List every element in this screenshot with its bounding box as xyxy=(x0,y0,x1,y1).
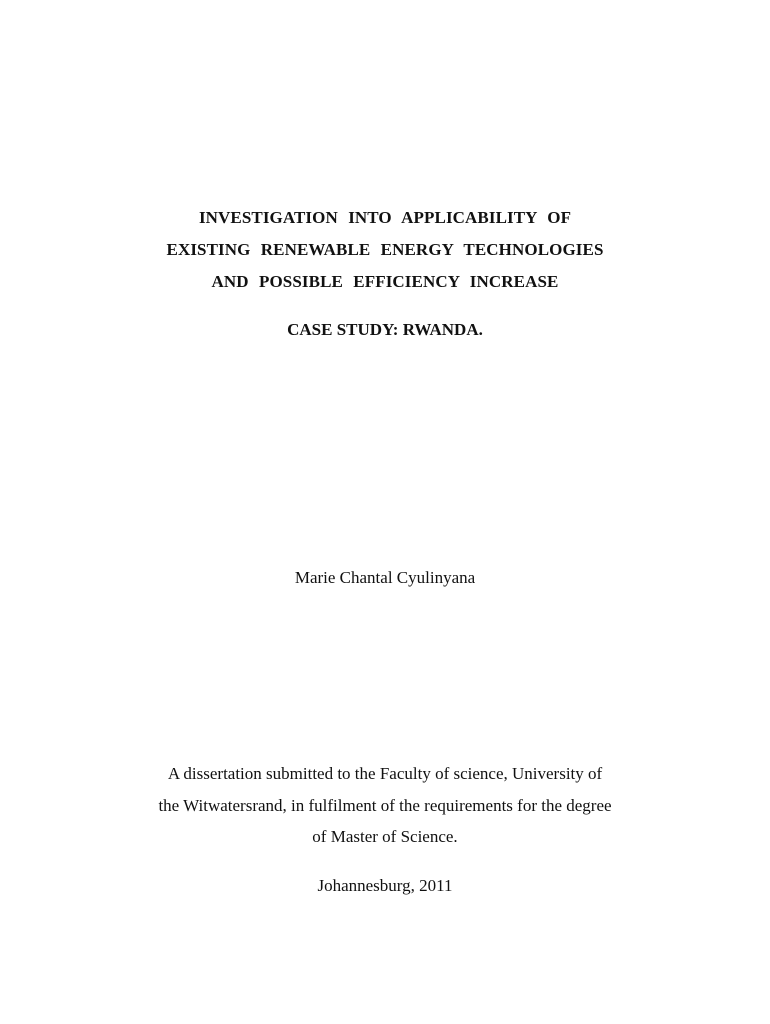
author-name: Marie Chantal Cyulinyana xyxy=(294,568,476,587)
title-line-1: INVESTIGATION INTO APPLICABILITY OF xyxy=(198,208,572,227)
title-line-2: EXISTING RENEWABLE ENERGY TECHNOLOGIES xyxy=(166,240,604,259)
submission-line-2: the Witwatersrand, in fulfilment of the requirements for the degree xyxy=(158,796,612,815)
submission-line-1: A dissertation submitted to the Faculty of science, University of xyxy=(167,764,603,783)
submission-line-3: of Master of Science. xyxy=(312,827,458,846)
case-study-subtitle: CASE STUDY: RWANDA. xyxy=(287,320,483,339)
place-date: Johannesburg, 2011 xyxy=(317,876,453,895)
title-line-3: AND POSSIBLE EFFICIENCY INCREASE xyxy=(211,272,559,291)
